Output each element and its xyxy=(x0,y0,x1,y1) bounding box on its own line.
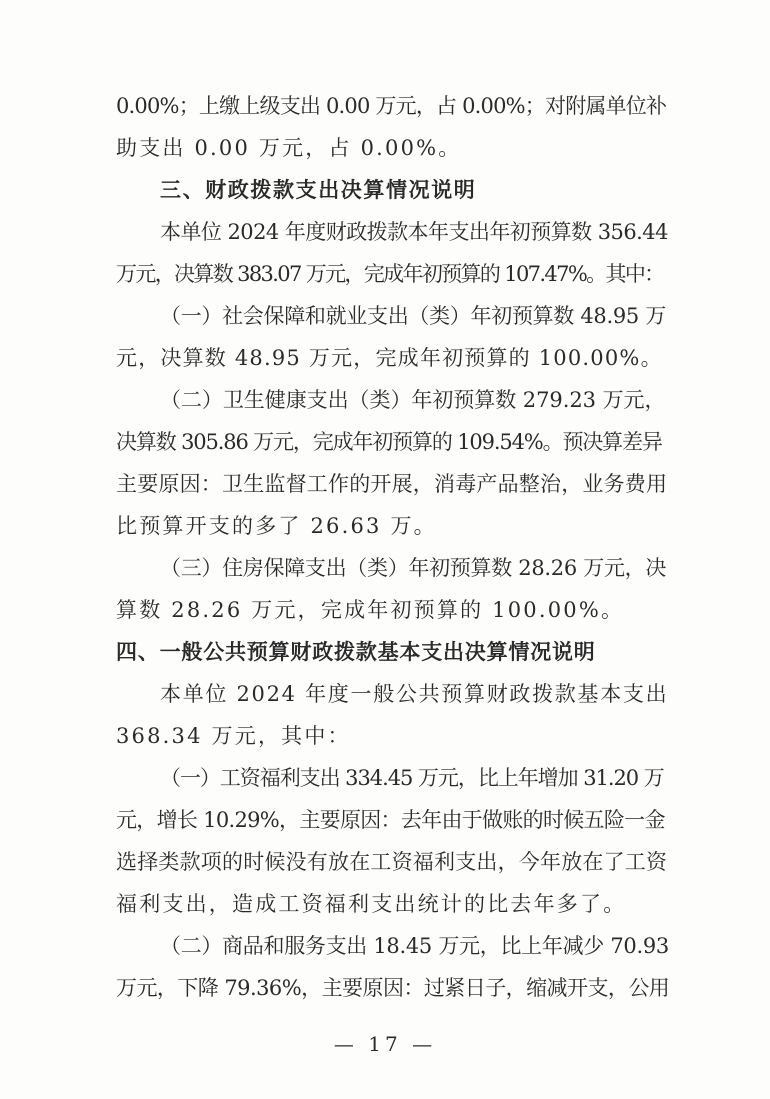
body-line: 决算数 305.86 万元，完成年初预算的 109.54%。预决算差异 xyxy=(116,430,662,454)
section-heading-4: 四、一般公共预算财政拨款基本支出决算情况说明 xyxy=(116,640,596,664)
body-line: 0.00%；上缴上级支出 0.00 万元，占 0.00%；对附属单位补 xyxy=(116,94,667,118)
body-line: （一）工资福利支出 334.45 万元，比上年增加 31.20 万 xyxy=(160,766,664,790)
body-line: 福利支出，造成工资福利支出统计的比去年多了。 xyxy=(116,892,627,916)
body-line: 元，决算数 48.95 万元，完成年初预算的 100.00%。 xyxy=(116,346,663,370)
body-line: 本单位 2024 年度财政拨款本年支出年初预算数 356.44 xyxy=(160,220,668,244)
body-line: （二）商品和服务支出 18.45 万元，比上年减少 70.93 xyxy=(160,934,669,958)
body-line: 万元，下降 79.36%，主要原因：过紧日子，缩减开支，公用 xyxy=(116,976,670,1000)
body-line: 万元，决算数 383.07 万元，完成年初预算的 107.47%。其中： xyxy=(116,262,664,286)
body-line: （二）卫生健康支出（类）年初预算数 279.23 万元， xyxy=(160,388,666,412)
body-line: 368.34 万元，其中： xyxy=(116,724,351,748)
body-line: 比预算开支的多了 26.63 万。 xyxy=(116,514,437,538)
body-line: 助支出 0.00 万元，占 0.00%。 xyxy=(116,136,462,160)
body-line: 主要原因：卫生监督工作的开展，消毒产品整治，业务费用 xyxy=(116,472,668,496)
body-line: 本单位 2024 年度一般公共预算财政拨款基本支出 xyxy=(160,682,669,706)
body-line: 算数 28.26 万元，完成年初预算的 100.00%。 xyxy=(116,598,625,622)
section-heading-3: 三、财政拨款支出决算情况说明 xyxy=(160,178,477,202)
body-line: （一）社会保障和就业支出（类）年初预算数 48.95 万 xyxy=(160,304,667,328)
body-line: （三）住房保障支出（类）年初预算数 28.26 万元，决 xyxy=(160,556,667,580)
page-number: — 17 — xyxy=(333,1032,437,1056)
body-line: 选择类款项的时候没有放在工资福利支出，今年放在了工资 xyxy=(116,850,668,874)
body-line: 元，增长 10.29%，主要原因：去年由于做账的时候五险一金 xyxy=(116,808,665,832)
